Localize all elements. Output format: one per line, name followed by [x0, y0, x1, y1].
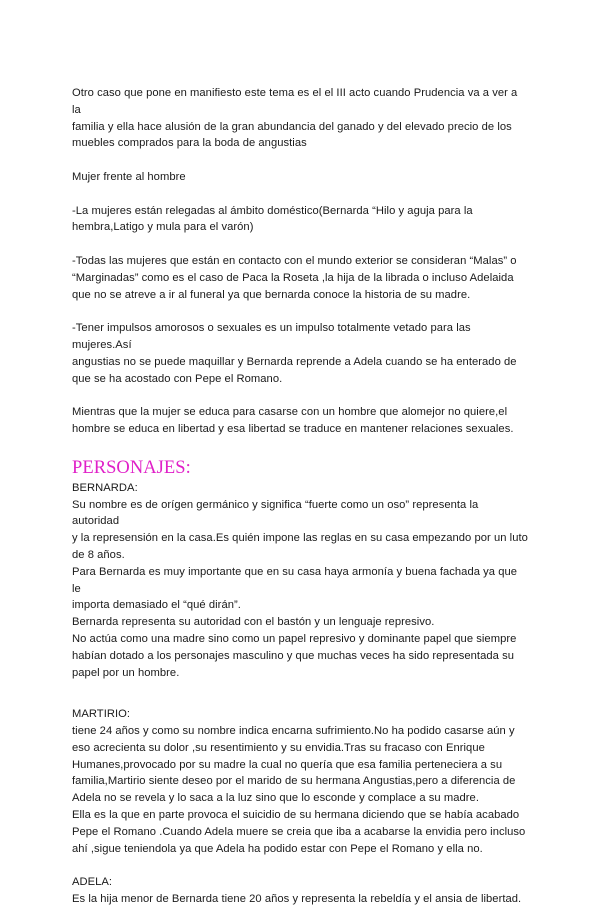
section-subtitle-mujer-frente-hombre: Mujer frente al hombre: [72, 170, 186, 183]
point-ambito-domestico: -La mujeres están relegadas al ámbito doméstico(Bernarda “Hilo y aguja para la hembra,Latigo y mula para el varón): [72, 204, 473, 234]
character-label-martirio: MARTIRIO:: [72, 708, 131, 721]
point-impulsos-amorosos: -Tener impulsos amorosos o sexuales es un impulso totalmente vetado para las mujeres.Así angustias no se puede maquillar y Bernarda reprende a Adela cuando se ha enterado de que se ha acostado con Pepe el Romano.: [72, 322, 517, 385]
intro-paragraph-prudencia: Otro caso que pone en manifiesto este tema es el el III acto cuando Prudencia va a ver a la familia y ella hace alusión de la gran abundancia del ganado y del elevado precio de los muebles comprados para la boda de angustias: [72, 87, 518, 150]
character-text-adela: Es la hija menor de Bernarda tiene 20 años y representa la rebeldía y el ansia de libertad.: [72, 893, 522, 906]
document-page: [72, 85, 528, 908]
spacer: [72, 681, 528, 706]
character-label-bernarda: BERNARDA:: [72, 481, 138, 494]
point-mujeres-malas: -Todas las mujeres que están en contacto con el mundo exterior se consideran “Malas” o “Marginadas” como es el caso de Paca la Roseta ,la hija de la librada o incluso Adelaida que no se atreve a ir al funeral ya que bernarda conoce la historia de su madre.: [72, 254, 517, 301]
spacer: [72, 857, 528, 874]
personajes-heading: PERSONAJES:: [72, 457, 191, 478]
paragraph-educacion: Mientras que la mujer se educa para casarse con un hombre que alomejor no quiere,el hombre se educa en libertad y esa libertad se traduce en mantener relaciones sexuales.: [72, 406, 514, 435]
character-text-bernarda: Su nombre es de orígen germánico y significa “fuerte como un oso” representa la autoridad y la represensión en la casa.Es quién impone las reglas en su casa empezando por un luto de 8 años. Para Bernarda es muy importante que en su casa haya armonía y buena fachada ya que le importa demasiado el “qué dirán”. Bernarda representa su autoridad con el bastón y un lenguaje represivo. No actúa como una madre sino como un papel represivo y dominante papel que siempre habían dotado a los personajes masculino y que muchas veces ha sido representada su papel por un hombre.: [72, 498, 528, 679]
character-text-martirio: tiene 24 años y como su nombre indica encarna sufrimiento.No ha podido casarse aún y eso acrecienta su dolor ,su resentimiento y su envidia.Tras su fracaso con Enrique Humanes,provocado por su madre la cual no quería que esa familia perteneciera a su familia,Martirio siente deseo por el marido de su hermana Angustias,pero a diferencia de Adela no se revela y lo saca a la luz sino que lo esconde y complace a su madre. Ella es la que en parte provoca el suicidio de su hermana diciendo que se había acabado Pepe el Romano .Cuando Adela muere se creia que iba a acabarse la envidia pero incluso ahí ,sigue teniendola ya que Adela ha podido estar con Pepe el Romano y ella no.: [72, 725, 526, 855]
character-label-adela: ADELA:: [72, 876, 113, 889]
